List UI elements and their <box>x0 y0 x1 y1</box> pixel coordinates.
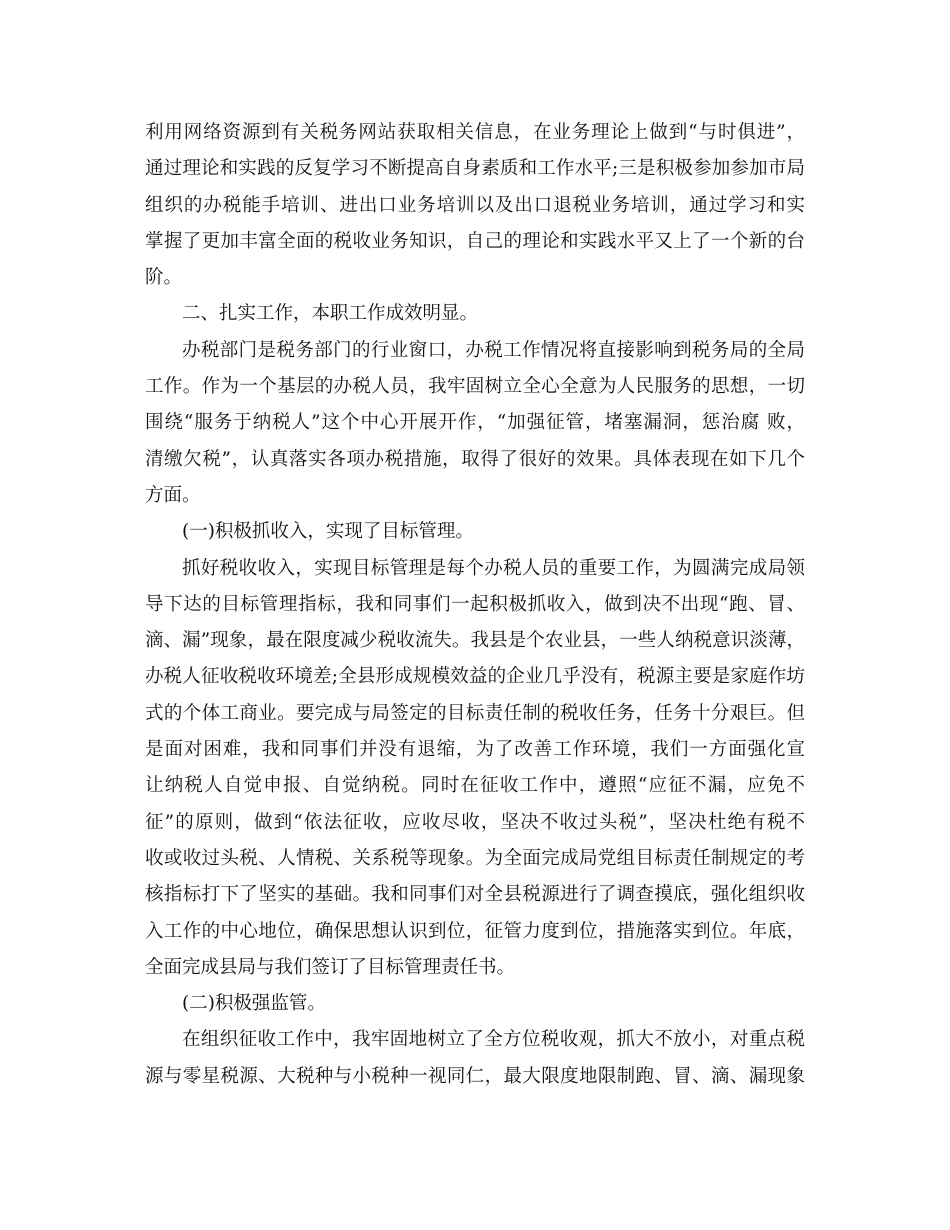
text-line: 收或收过头税、人情税、关系税等现象。为全面完成局党组目标责任制规定的考 <box>145 847 805 869</box>
text-line: 办税人征收税收环境差;全县形成规模效益的企业几乎没有，税源主要是家庭作坊 <box>145 666 805 688</box>
text-line: 方面。 <box>145 484 201 506</box>
text-line: 源与零星税源、大税种与小税种一视同仁，最大限度地限制跑、冒、滴、漏现象 <box>145 1065 805 1087</box>
paragraph-first-line: 在组织征收工作中，我牢固地树立了全方位税收观，抓大不放小，对重点税 <box>182 1029 805 1051</box>
subsection-heading: (二)积极强监管。 <box>182 993 326 1015</box>
text-line: 工作。作为一个基层的办税人员，我牢固树立全心全意为人民服务的思想，一切 <box>145 376 805 398</box>
text-line: 通过理论和实践的反复学习不断提高自身素质和工作水平;三是积极参加参加市局 <box>145 158 805 180</box>
text-line: 滴、漏”现象，最在限度减少税收流失。我县是个农业县，一些人纳税意识淡薄， <box>145 630 805 652</box>
paragraph-first-line: 办税部门是税务部门的行业窗口，办税工作情况将直接影响到税务局的全局 <box>182 339 805 361</box>
text-line: 核指标打下了坚实的基础。我和同事们对全县税源进行了调查摸底，强化组织收 <box>145 884 805 906</box>
text-line: 利用网络资源到有关税务网站获取相关信息，在业务理论上做到“与时俱进”， <box>145 122 805 143</box>
text-line: 征”的原则，做到“依法征收，应收尽收，坚决不收过头税”，坚决杜绝有税不 <box>145 811 805 833</box>
text-line: 是面对困难，我和同事们并没有退缩，为了改善工作环境，我们一方面强化宣 <box>145 739 805 761</box>
document-body <box>145 115 805 1095</box>
text-line: 掌握了更加丰富全面的税收业务知识，自己的理论和实践水平又上了一个新的台 <box>145 230 805 252</box>
text-line: 式的个体工商业。要完成与局签定的目标责任制的税收任务，任务十分艰巨。但 <box>145 702 805 724</box>
text-line: 清缴欠税”，认真落实各项办税措施，取得了很好的效果。具体表现在如下几个 <box>145 448 805 470</box>
text-line: 围绕“服务于纳税人”这个中心开展开作，“加强征管，堵塞漏洞，惩治腐 败， <box>145 412 805 434</box>
text-line: 入工作的中心地位，确保思想认识到位，征管力度到位，措施落实到位。年底， <box>145 920 805 942</box>
text-line: 组织的办税能手培训、进出口业务培训以及出口退税业务培训，通过学习和实 <box>145 194 805 216</box>
text-line: 全面完成县局与我们签订了目标管理责任书。 <box>145 956 516 978</box>
subsection-heading: (一)积极抓收入，实现了目标管理。 <box>182 521 474 543</box>
section-heading: 二、扎实工作，本职工作成效明显。 <box>182 303 479 325</box>
text-line: 让纳税人自觉申报、自觉纳税。同时在征收工作中，遵照“应征不漏，应免不 <box>145 775 805 797</box>
paragraph-first-line: 抓好税收收入，实现目标管理是每个办税人员的重要工作，为圆满完成局领 <box>182 557 805 579</box>
text-line: 导下达的目标管理指标，我和同事们一起积极抓收入，做到决不出现“跑、冒、 <box>145 593 805 615</box>
text-line: 阶。 <box>145 267 183 289</box>
